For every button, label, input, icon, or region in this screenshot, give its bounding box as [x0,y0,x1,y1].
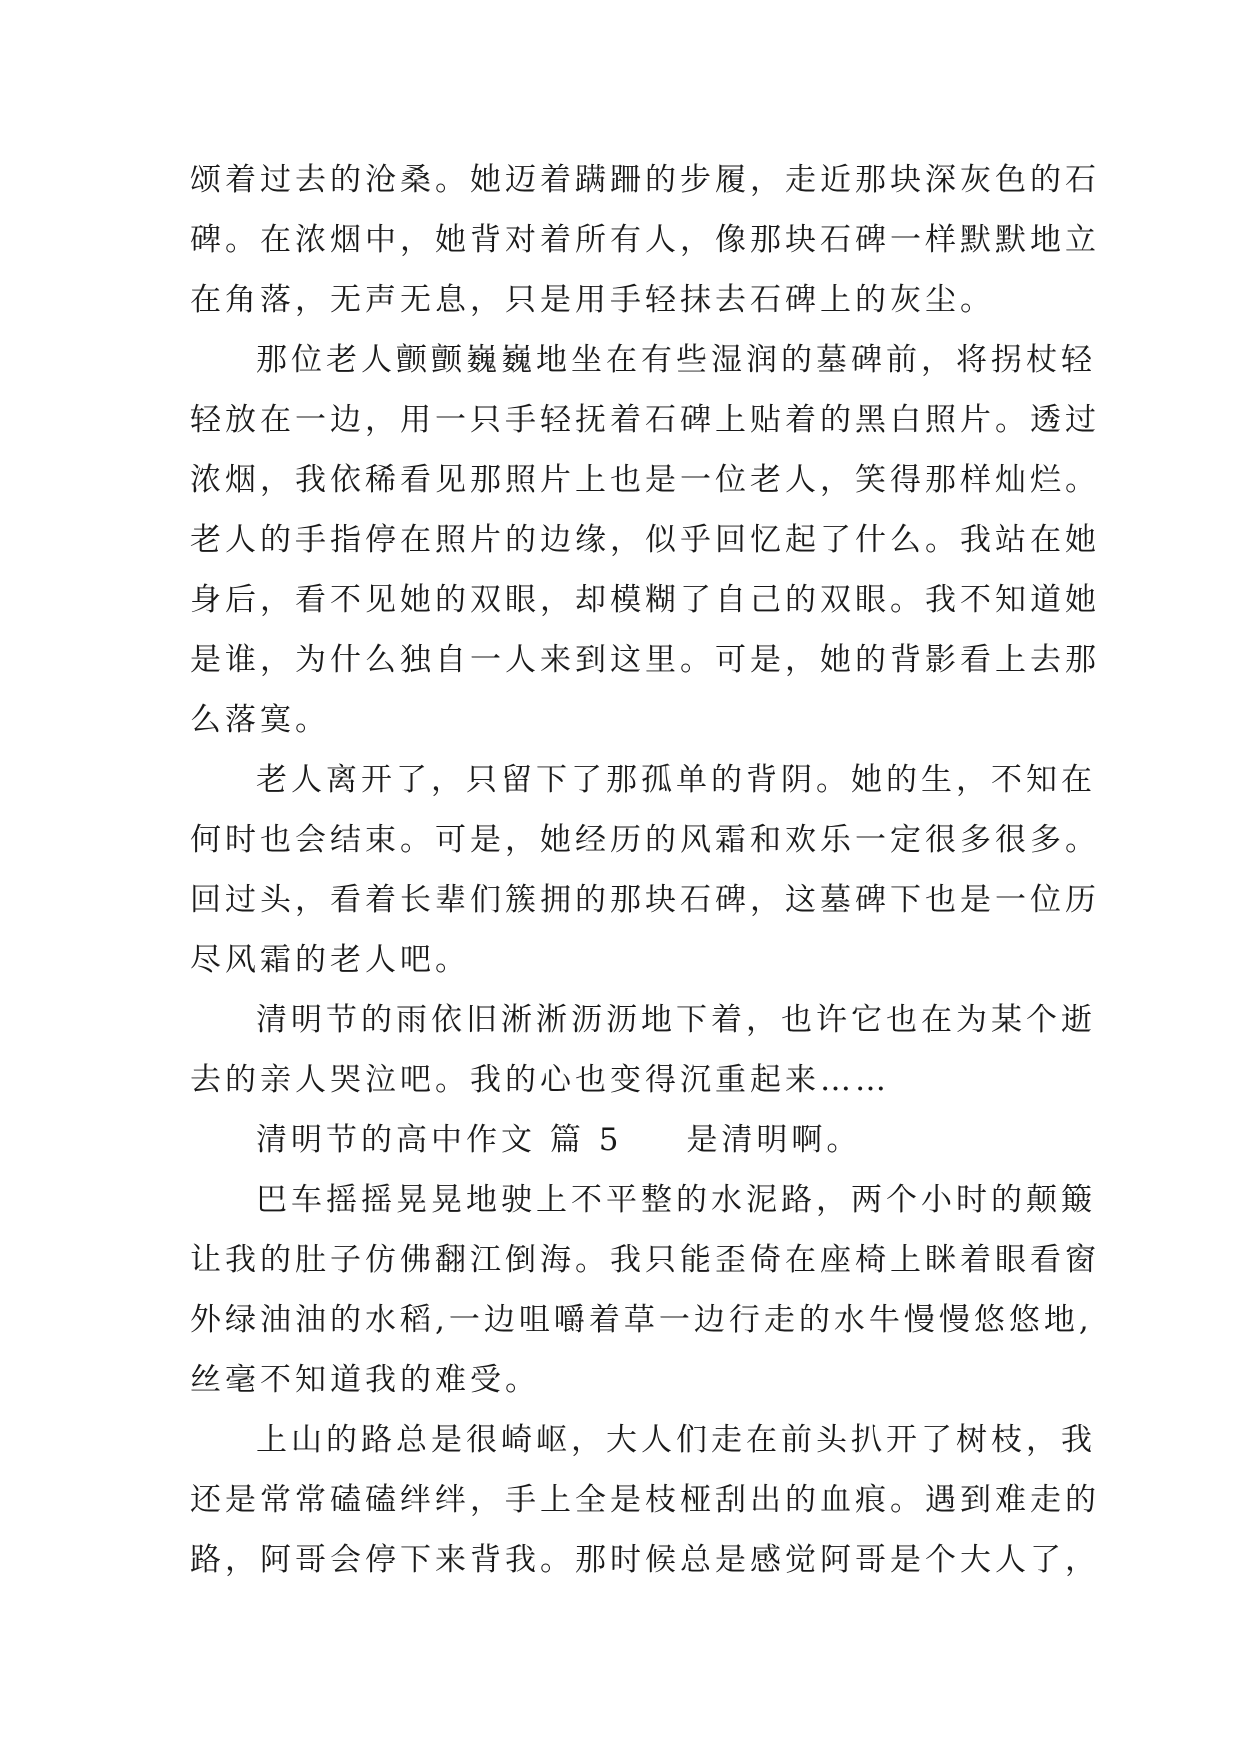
text-line: 何时也会结束。可是，她经历的风霜和欢乐一定很多很多。 [190,822,1100,858]
text-line: 浓烟，我依稀看见那照片上也是一位老人，笑得那样灿烂。 [190,462,1100,498]
text-line: 老人的手指停在照片的边缘，似乎回忆起了什么。我站在她 [190,522,1100,558]
section-heading [190,1110,1060,1170]
text-line: 那位老人颤颤巍巍地坐在有些湿润的墓碑前，将拐杖轻 [256,342,1096,378]
text-line: 轻放在一边，用一只手轻抚着石碑上贴着的黑白照片。透过 [190,402,1100,438]
text-line: 去的亲人哭泣吧。我的心也变得沉重起来…… [190,1062,890,1098]
text-line: 上山的路总是很崎岖，大人们走在前头扒开了树枝，我 [256,1422,1096,1458]
text-line: 巴车摇摇晃晃地驶上不平整的水泥路，两个小时的颠簸 [256,1182,1096,1218]
section-heading-title: 清明节的高中作文 篇 5 [256,1122,623,1158]
paragraph [190,330,1100,750]
text-line: 老人离开了，只留下了那孤单的背阴。她的生，不知在 [256,762,1096,798]
text-line: 身后，看不见她的双眼，却模糊了自己的双眼。我不知道她 [190,582,1100,618]
text-line: 颂着过去的沧桑。她迈着蹒跚的步履，走近那块深灰色的石 [190,162,1100,198]
paragraph [190,1170,1100,1410]
text-line: 是谁，为什么独自一人来到这里。可是，她的背影看上去那 [190,642,1100,678]
text-line: 尽风霜的老人吧。 [190,942,470,978]
text-line: 丝毫不知道我的难受。 [190,1362,540,1398]
paragraph [190,750,1100,990]
paragraph [190,150,1100,330]
paragraph [190,1410,1100,1590]
text-line: 让我的肚子仿佛翻江倒海。我只能歪倚在座椅上眯着眼看窗 [190,1242,1100,1278]
document-body [190,150,1100,1590]
text-line: 回过头，看着长辈们簇拥的那块石碑，这墓碑下也是一位历 [190,882,1100,918]
text-line: 外绿油油的水稻,一边咀嚼着草一边行走的水牛慢慢悠悠地, [190,1302,1093,1338]
text-line: 还是常常磕磕绊绊，手上全是枝桠刮出的血痕。遇到难走的 [190,1482,1100,1518]
text-line: 路，阿哥会停下来背我。那时候总是感觉阿哥是个大人了， [190,1542,1100,1578]
text-line: 么落寞。 [190,702,330,738]
text-line: 清明节的雨依旧淅淅沥沥地下着，也许它也在为某个逝 [256,1002,1096,1038]
section-heading-trailing: 是清明啊。 [686,1122,862,1158]
text-line: 碑。在浓烟中，她背对着所有人，像那块石碑一样默默地立 [190,222,1100,258]
text-line: 在角落，无声无息，只是用手轻抹去石碑上的灰尘。 [190,282,995,318]
paragraph [190,990,1096,1110]
